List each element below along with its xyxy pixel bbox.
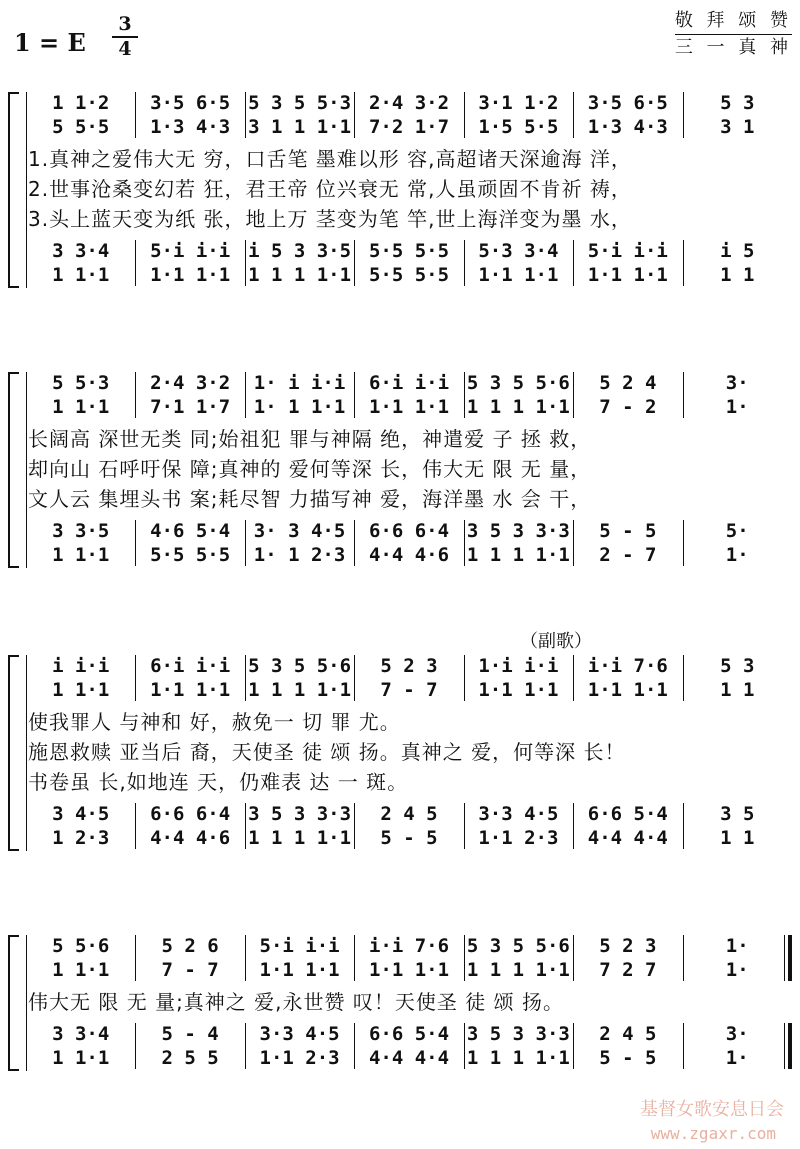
measure: 1 1·1 — [52, 1047, 110, 1069]
measure: 1·1 2·3 — [259, 1047, 340, 1069]
measure: 1 1·1 — [52, 959, 110, 981]
measure: 1 1 — [720, 264, 755, 286]
final-bar-thick — [788, 1023, 792, 1069]
bar-line — [245, 240, 246, 286]
measure: 1·i i·i — [478, 655, 559, 677]
bar-line — [683, 655, 684, 701]
measure: 7·1 1·7 — [150, 396, 231, 418]
upper-staff-upper-soprano — [26, 372, 792, 394]
measure: 1·1 2·3 — [478, 827, 559, 849]
bar-line — [464, 240, 465, 286]
measure: 1· — [725, 959, 749, 981]
measure: 5 5·3 — [52, 372, 110, 394]
lower-staff — [26, 803, 792, 849]
measure: 1·5 5·5 — [478, 116, 559, 138]
system-4 — [0, 935, 800, 1071]
bar-line — [354, 372, 355, 418]
upper-staff-upper-soprano — [26, 92, 792, 114]
measure: 5·3 3·4 — [478, 240, 559, 262]
time-signature — [112, 14, 138, 60]
measure: 2 - 7 — [599, 544, 657, 566]
measure: 3·1 1·2 — [478, 92, 559, 114]
measure: 4·6 5·4 — [150, 520, 231, 542]
measure: 1 1 1 1·1 — [466, 396, 570, 418]
bar-line — [245, 92, 246, 138]
bar-line — [683, 803, 684, 849]
upper-staff — [26, 372, 792, 418]
measure: 1 1 — [720, 679, 755, 701]
measure: 3·3 4·5 — [259, 1023, 340, 1045]
lyric-line-2: 却向山 石呼吁保 障;真神的 爱何等深 长，伟大无 限 无 量， — [28, 457, 592, 481]
measure: 3· 3 4·5 — [253, 520, 346, 542]
measure: 5 3 5 5·6 — [248, 655, 352, 677]
lower-staff-lower-tenor — [26, 520, 792, 542]
bar-line — [464, 520, 465, 566]
bar-line — [354, 655, 355, 701]
measure: 1· i i·i — [253, 372, 346, 394]
bar-line — [245, 520, 246, 566]
measure: 7·2 1·7 — [368, 116, 450, 138]
watermark-site: 基督女歌安息日会 — [640, 1099, 784, 1120]
measure: 2·4 3·2 — [150, 372, 231, 394]
measure: 1·1 1·1 — [478, 264, 559, 286]
measure: 1· — [725, 544, 749, 566]
measure: 3 5 3 3·3 — [466, 1023, 570, 1045]
measure: 3 5 3 3·3 — [466, 520, 570, 542]
measure: 1·3 4·3 — [150, 116, 231, 138]
bar-line — [245, 1023, 246, 1069]
measure: 5 - 5 — [599, 1047, 657, 1069]
final-bar-thin — [784, 935, 785, 981]
measure: 6·6 5·4 — [587, 803, 668, 825]
lyric-line-2: 2.世事沧桑变幻若 狂，君王帝 位兴衰无 常,人虽顽固不肯祈 祷， — [28, 177, 632, 201]
measure: 6·6 5·4 — [368, 1023, 450, 1045]
measure: 2·4 3·2 — [368, 92, 450, 114]
measure: 1 1 1 1·1 — [248, 679, 352, 701]
measure: 5· — [725, 520, 749, 542]
measure: 6·i i·i — [368, 372, 450, 394]
system-bracket — [8, 655, 19, 851]
measure: 1 1 1 1·1 — [248, 264, 352, 286]
system-1 — [0, 92, 800, 288]
upper-staff-upper-alto — [26, 116, 792, 138]
bar-line — [354, 1023, 355, 1069]
bar-line — [573, 803, 574, 849]
measure: 5 3 5 5·6 — [466, 935, 570, 957]
bar-line — [464, 935, 465, 981]
measure: 3 3·5 — [52, 520, 110, 542]
measure: 2 5 5 — [161, 1047, 219, 1069]
measure: 4·4 4·4 — [587, 827, 668, 849]
system-bracket — [8, 935, 19, 1071]
measure: 7 - 7 — [161, 959, 219, 981]
lyric-line-1: 使我罪人 与神和 好，赦免一 切 罪 尤。 — [28, 710, 401, 734]
bar-line — [245, 935, 246, 981]
bar-line — [135, 520, 136, 566]
measure: 5 3 — [720, 92, 755, 114]
measure: 1 1 1 1·1 — [466, 1047, 570, 1069]
measure: i 5 — [720, 240, 755, 262]
system-2 — [0, 372, 800, 568]
bar-line — [683, 935, 684, 981]
bar-line — [135, 655, 136, 701]
bar-line — [135, 372, 136, 418]
measure: 3· — [725, 1023, 749, 1045]
measure: 5 5·6 — [52, 935, 110, 957]
lower-staff-lower-tenor — [26, 1023, 792, 1045]
measure: 3 5 — [720, 803, 755, 825]
song-meta — [675, 8, 792, 61]
key-signature: 1 = E — [14, 28, 86, 57]
measure: 1 2·3 — [52, 827, 110, 849]
bar-line — [573, 935, 574, 981]
bar-line — [354, 92, 355, 138]
measure: 6·i i·i — [150, 655, 231, 677]
measure: 1·1 1·1 — [478, 679, 559, 701]
measure: 2 4 5 — [380, 803, 438, 825]
bar-line — [135, 935, 136, 981]
lyric-line-3: 书卷虽 长,如地连 天，仍难表 达 一 斑。 — [28, 770, 409, 794]
measure: 1·1 1·1 — [259, 959, 340, 981]
lower-staff — [26, 1023, 792, 1069]
measure: 3· — [725, 372, 749, 394]
time-bottom: 4 — [118, 38, 132, 60]
measure: 1·1 1·1 — [587, 264, 668, 286]
measure: 5 3 — [720, 655, 755, 677]
bar-line — [464, 1023, 465, 1069]
chorus-label: （副歌） — [520, 631, 592, 652]
measure: 4·4 4·4 — [368, 1047, 450, 1069]
bar-line — [464, 372, 465, 418]
upper-staff — [26, 92, 792, 138]
bar-line — [683, 1023, 684, 1069]
measure: 5·i i·i — [259, 935, 340, 957]
system-bracket — [8, 372, 19, 568]
bar-line — [245, 803, 246, 849]
bar-line — [135, 92, 136, 138]
measure: 1· — [725, 1047, 749, 1069]
bar-line — [573, 92, 574, 138]
bar-line — [464, 655, 465, 701]
watermark-url: www.zgaxr.com — [650, 1124, 776, 1143]
bar-line — [573, 372, 574, 418]
bar-line — [354, 935, 355, 981]
measure: 3 4·5 — [52, 803, 110, 825]
lower-staff-lower-tenor — [26, 803, 792, 825]
bar-line — [573, 520, 574, 566]
upper-staff-upper-alto — [26, 679, 792, 701]
lyric-line-3: 文人云 集埋头书 案;耗尽智 力描写神 爱，海洋墨 水 会 干， — [28, 487, 592, 511]
measure: 1 1 — [720, 827, 755, 849]
measure: 3 1 1 1·1 — [248, 116, 352, 138]
lower-staff — [26, 520, 792, 566]
upper-staff-upper-alto — [26, 959, 792, 981]
bar-line — [245, 655, 246, 701]
measure: 1·1 1·1 — [150, 264, 231, 286]
measure: 5 3 5 5·3 — [248, 92, 352, 114]
measure: 3 3·4 — [52, 1023, 110, 1045]
lyric-line-1: 伟大无 限 无 量;真神之 爱,永世赞 叹！天使圣 徒 颂 扬。 — [28, 990, 564, 1014]
bar-line — [354, 520, 355, 566]
measure: 5 2 3 — [599, 935, 657, 957]
bar-line — [683, 520, 684, 566]
bar-line — [135, 240, 136, 286]
bar-line — [573, 240, 574, 286]
upper-staff-upper-soprano — [26, 935, 792, 957]
bar-line — [573, 655, 574, 701]
measure: 1 1 1 1·1 — [466, 959, 570, 981]
bar-line — [573, 1023, 574, 1069]
system-bracket — [8, 92, 19, 288]
measure: 5·5 5·5 — [368, 240, 450, 262]
time-top: 3 — [118, 13, 132, 35]
measure: 6·6 6·4 — [150, 803, 231, 825]
measure: 3·3 4·5 — [478, 803, 559, 825]
lower-staff-lower-bass — [26, 264, 792, 286]
lower-staff-lower-bass — [26, 827, 792, 849]
measure: 1 1·1 — [52, 396, 110, 418]
measure: 7 - 7 — [380, 679, 438, 701]
measure: 7 2 7 — [599, 959, 657, 981]
bar-line — [135, 803, 136, 849]
lyric-line-1: 1.真神之爱伟大无 穷，口舌笔 墨难以形 容,高超诸天深逾海 洋， — [28, 147, 632, 171]
final-bar-thick — [788, 935, 792, 981]
bar-line — [464, 803, 465, 849]
measure: 5 2 4 — [599, 372, 657, 394]
measure: 5·5 5·5 — [368, 264, 450, 286]
measure: 5 2 6 — [161, 935, 219, 957]
bar-line — [464, 92, 465, 138]
measure: 1· — [725, 935, 749, 957]
lyric-line-2: 施恩救赎 亚当后 裔，天使圣 徒 颂 扬。真神之 爱，何等深 长！ — [28, 740, 626, 764]
upper-staff-upper-alto — [26, 396, 792, 418]
measure: 5·i i·i — [587, 240, 668, 262]
lower-staff-lower-tenor — [26, 240, 792, 262]
measure: 3·5 6·5 — [150, 92, 231, 114]
final-bar-thin — [784, 1023, 785, 1069]
upper-staff — [26, 655, 792, 701]
measure: 1· — [725, 396, 749, 418]
measure: 1 1·1 — [52, 544, 110, 566]
system-3 — [0, 631, 800, 851]
bar-line — [683, 92, 684, 138]
measure: 5·5 5·5 — [150, 544, 231, 566]
bar-line — [683, 372, 684, 418]
lower-staff-lower-bass — [26, 544, 792, 566]
lower-staff — [26, 240, 792, 286]
measure: 1· 1 1·1 — [253, 396, 346, 418]
measure: 2 4 5 — [599, 1023, 657, 1045]
lower-staff-lower-bass — [26, 1047, 792, 1069]
measure: 1·1 1·1 — [368, 959, 450, 981]
measure: 1· 1 2·3 — [253, 544, 346, 566]
upper-staff-upper-soprano — [26, 655, 792, 677]
measure: 3·5 6·5 — [587, 92, 668, 114]
bar-line — [354, 803, 355, 849]
measure: 1 1·1 — [52, 679, 110, 701]
measure: 5 2 3 — [380, 655, 438, 677]
lyric-line-1: 长阔高 深世无类 同;始祖犯 罪与神隔 绝，神遣爱 子 拯 救， — [28, 427, 592, 451]
measure: 1·1 1·1 — [587, 679, 668, 701]
measure: i·i 7·6 — [368, 935, 450, 957]
measure: i i·i — [52, 655, 110, 677]
measure: 3 5 3 3·3 — [248, 803, 352, 825]
measure: 1 1·2 — [52, 92, 110, 114]
bar-line — [245, 372, 246, 418]
measure: 6·6 6·4 — [368, 520, 450, 542]
song-title: 三 一 真 神 — [674, 37, 792, 58]
song-category: 敬 拜 颂 赞 — [675, 8, 792, 35]
measure: 4·4 4·6 — [150, 827, 231, 849]
measure: 5 - 5 — [380, 827, 438, 849]
upper-staff — [26, 935, 792, 981]
measure: 1·3 4·3 — [587, 116, 668, 138]
measure: 1 1 1 1·1 — [466, 544, 570, 566]
measure: 3 3·4 — [52, 240, 110, 262]
measure: 7 - 2 — [599, 396, 657, 418]
bar-line — [354, 240, 355, 286]
measure: i·i 7·6 — [587, 655, 668, 677]
measure: 1·1 1·1 — [150, 679, 231, 701]
measure: 1 1·1 — [52, 264, 110, 286]
measure: 5 5·5 — [52, 116, 110, 138]
measure: 5 - 5 — [599, 520, 657, 542]
measure: 3 1 — [720, 116, 755, 138]
bar-line — [683, 240, 684, 286]
measure: 5 - 4 — [161, 1023, 219, 1045]
lyric-line-3: 3.头上蓝天变为纸 张，地上万 茎变为笔 竿,世上海洋变为墨 水， — [28, 207, 632, 231]
measure: 5·i i·i — [150, 240, 231, 262]
measure: 1 1 1 1·1 — [248, 827, 352, 849]
measure: 5 3 5 5·6 — [466, 372, 570, 394]
measure: 1·1 1·1 — [368, 396, 450, 418]
measure: 4·4 4·6 — [368, 544, 450, 566]
measure: i 5 3 3·5 — [248, 240, 352, 262]
bar-line — [135, 1023, 136, 1069]
